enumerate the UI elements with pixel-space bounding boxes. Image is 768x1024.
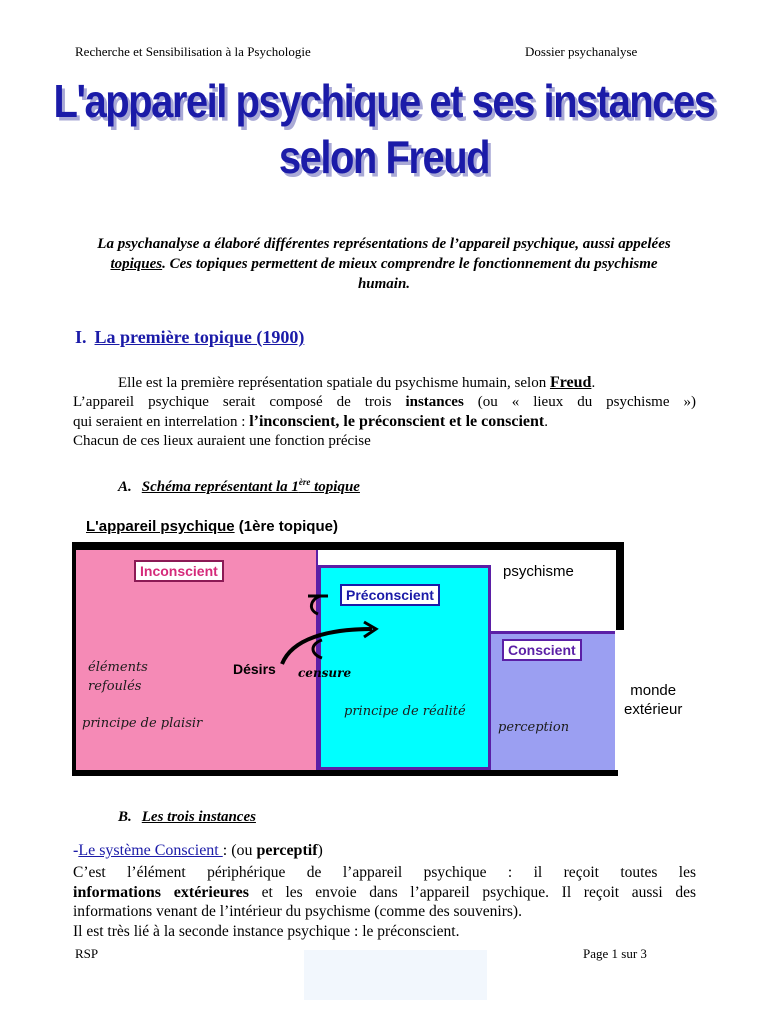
- p2-line3: informations venant de l’intérieur du psychisme (comme des souvenirs).: [73, 903, 522, 920]
- header-left: Recherche et Sensibilisation à la Psychologie: [75, 44, 311, 59]
- conscient-title: Le système Conscient: [78, 842, 223, 859]
- label-principe-plaisir: principe de plaisir: [82, 716, 203, 731]
- p1-line4: Chacun de ces lieux auraient une fonction précise: [73, 433, 371, 449]
- label-perception: perception: [498, 720, 570, 735]
- subheading-a: [118, 477, 360, 496]
- footer-left: RSP: [75, 946, 99, 961]
- document-title-line1: L'appareil psychique et ses instances: [53, 76, 715, 128]
- subheading-a-text: [142, 479, 360, 495]
- diagram-title-b: (1ère topique): [234, 518, 338, 535]
- label-psychisme: psychisme: [503, 563, 574, 580]
- frame-top: [72, 542, 624, 550]
- p1-text-c: (ou « lieux du psychisme »): [463, 394, 696, 410]
- frame-right: [616, 542, 624, 630]
- subheading-a-label: A.: [118, 479, 132, 495]
- section-title: La première topique (1900): [94, 327, 305, 347]
- p1-line1: [73, 373, 696, 393]
- p2-bold: informations extérieures: [73, 883, 249, 901]
- p1-text-a: Elle est la première représentation spatiale du psychisme humain, selon: [118, 375, 550, 391]
- label-monde: monde: [630, 682, 677, 699]
- label-elements: éléments: [88, 660, 148, 675]
- conscient-perceptif: perceptif: [256, 842, 318, 859]
- p2-line4: Il est très lié à la seconde instance psychique : le préconscient.: [73, 922, 460, 940]
- label-elements-refoules: [88, 658, 148, 696]
- label-principe-realite: principe de réalité: [344, 704, 466, 719]
- intro-paragraph: [90, 234, 678, 294]
- p1-text-e: .: [544, 414, 548, 430]
- censure-arrow-icon: [272, 584, 382, 674]
- subheading-a-text-a: Schéma représentant la 1: [141, 479, 299, 495]
- conscient-heading: [73, 842, 323, 860]
- subheading-a-sup: ère: [298, 477, 311, 487]
- label-monde-exterieur: [624, 681, 682, 719]
- p1-freud: Freud: [549, 374, 592, 391]
- intro-topiques: topiques: [110, 256, 163, 272]
- p2-line2: [73, 883, 696, 903]
- subheading-b: [118, 809, 256, 826]
- document-title-line2: selon Freud: [278, 132, 490, 184]
- label-censure: censure: [298, 666, 352, 680]
- header-right: Dossier psychanalyse: [525, 44, 638, 59]
- subheading-b-text: Les trois instances: [141, 809, 256, 825]
- diagram-title: [86, 518, 338, 535]
- footer-watermark-area: [304, 950, 487, 1000]
- p1-instances: instances: [405, 394, 464, 410]
- page-number: Page 1 sur 3: [583, 946, 647, 961]
- p1-line3: [73, 412, 696, 432]
- intro-text-1: La psychanalyse a élaboré différentes représentations de l’appareil psychique, aussi appelées: [97, 236, 671, 252]
- p1-bold: l’inconscient, le préconscient et le conscient: [249, 413, 545, 430]
- conscient-after: : (ou: [222, 842, 257, 859]
- conscient-close: ): [317, 842, 323, 859]
- conscient-paragraph: [73, 863, 696, 941]
- p2-line2-text: et les envoie dans l’appareil psychique. Il reçoit aussi des: [248, 883, 696, 901]
- label-preconscient: Préconscient: [340, 584, 440, 606]
- label-inconscient: Inconscient: [134, 560, 224, 582]
- conscient-dash: -: [73, 842, 79, 859]
- topique-diagram: [72, 518, 698, 780]
- p1-text-d: qui seraient en interrelation :: [73, 414, 250, 430]
- intro-text-2: . Ces topiques permettent de mieux comprendre le fonctionnement du psychisme humain.: [162, 256, 658, 292]
- section1-paragraph: [73, 373, 696, 451]
- label-refoules: refoulés: [88, 679, 142, 694]
- p1-dot: .: [591, 375, 596, 391]
- section-number: I.: [75, 327, 87, 347]
- diagram-title-a: L'appareil psychique: [86, 518, 235, 535]
- p1-text-b: L’appareil psychique serait composé de trois: [73, 394, 406, 410]
- frame-left: [72, 542, 76, 774]
- label-conscient: Conscient: [502, 639, 582, 661]
- label-exterieur: extérieur: [624, 701, 683, 718]
- label-desirs: Désirs: [233, 661, 276, 677]
- section-heading-1: [75, 327, 304, 348]
- subheading-b-label: B.: [118, 809, 132, 825]
- p1-line2: [73, 393, 696, 412]
- subheading-a-text-b: topique: [310, 479, 360, 495]
- p2-line1: C’est l’élément périphérique de l’appareil psychique : il reçoit toutes les: [73, 864, 696, 881]
- frame-bottom: [72, 770, 618, 776]
